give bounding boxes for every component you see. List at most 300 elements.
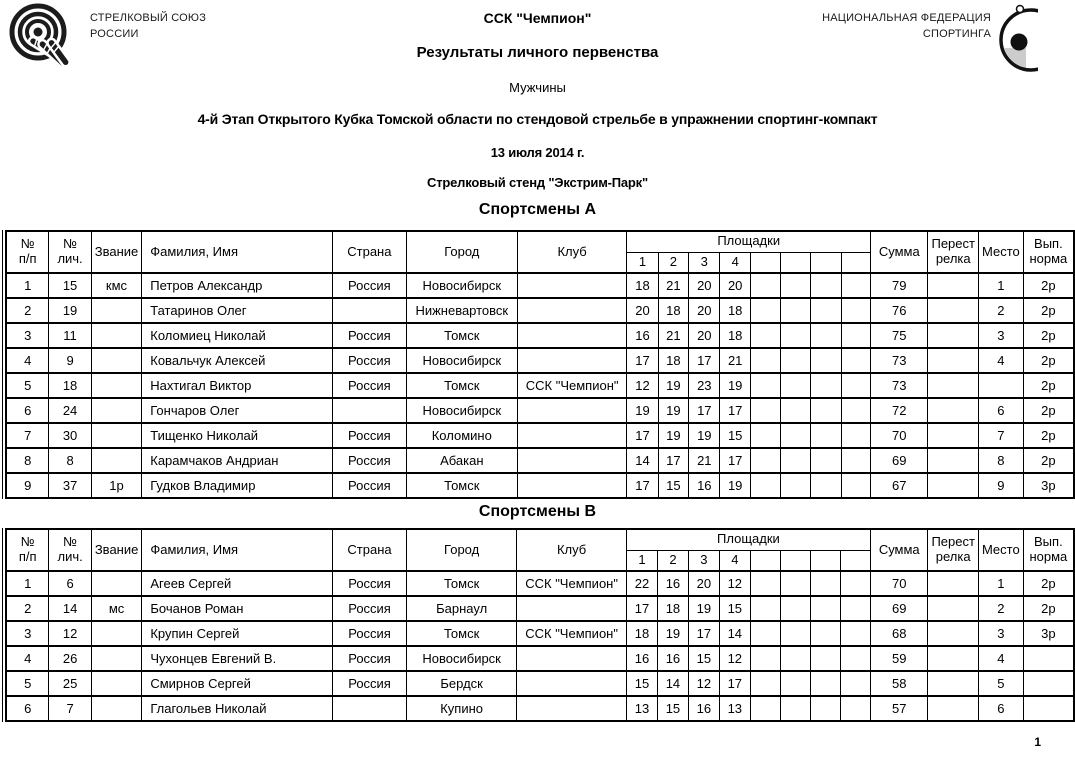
col-header-id: № лич.	[49, 231, 91, 273]
cell-city: Бердск	[406, 671, 517, 696]
cell-norm	[1023, 696, 1074, 721]
cell-sum: 75	[871, 323, 928, 348]
cell-platform-score-1: 18	[626, 621, 657, 646]
cell-sum: 73	[871, 348, 928, 373]
cell-platform-score-7	[810, 621, 841, 646]
cell-rank	[91, 448, 142, 473]
col-header-platform-8	[841, 550, 871, 571]
cell-country: Россия	[333, 273, 407, 298]
cell-platform-score-8	[841, 571, 871, 596]
cell-platform-score-6	[781, 423, 811, 448]
cell-country: Россия	[333, 373, 407, 398]
cell-platform-score-4: 17	[720, 448, 750, 473]
cell-platform-score-4: 19	[720, 373, 750, 398]
table-row	[6, 348, 1074, 373]
cell-sum: 69	[871, 596, 928, 621]
cell-name: Петров Александр	[142, 273, 333, 298]
cell-shootoff	[928, 348, 979, 373]
page-number: 1	[1034, 735, 1041, 749]
col-header-platform-8	[841, 252, 871, 273]
cell-platform-score-5	[750, 423, 781, 448]
cell-norm: 2р	[1023, 571, 1074, 596]
cell-platform-score-4: 19	[720, 473, 750, 498]
col-header-sum: Сумма	[871, 231, 928, 273]
cell-platform-score-5	[750, 671, 781, 696]
cell-shootoff	[928, 273, 979, 298]
cell-club	[517, 596, 626, 621]
cell-country: Россия	[333, 646, 407, 671]
cell-bib-number: 11	[49, 323, 91, 348]
cell-shootoff	[928, 571, 979, 596]
cell-sum: 72	[871, 398, 928, 423]
cell-bib-number: 24	[49, 398, 91, 423]
cell-sum: 79	[871, 273, 928, 298]
cell-country	[333, 398, 407, 423]
cell-sum: 57	[871, 696, 928, 721]
cell-shootoff	[928, 323, 979, 348]
cell-shootoff	[928, 423, 979, 448]
cell-platform-score-1: 16	[627, 323, 658, 348]
cell-platform-score-8	[841, 323, 871, 348]
cell-bib-number: 37	[49, 473, 91, 498]
cell-club	[517, 423, 626, 448]
col-header-platform-7	[810, 550, 841, 571]
col-header-platforms: Площадки	[626, 529, 870, 550]
table-row	[6, 646, 1074, 671]
cell-platform-score-4: 17	[720, 671, 750, 696]
document-title: Результаты личного первенства	[416, 44, 659, 61]
table-row	[6, 671, 1074, 696]
col-header-norm: Вып. норма	[1023, 231, 1074, 273]
col-header-norm: Вып. норма	[1023, 529, 1074, 571]
col-header-platform-6	[781, 252, 811, 273]
cell-platform-score-7	[811, 398, 842, 423]
table-row	[6, 298, 1074, 323]
cell-platform-score-5	[750, 621, 781, 646]
cell-city: Абакан	[406, 448, 517, 473]
cell-rank	[91, 696, 142, 721]
cell-norm: 2р	[1023, 423, 1074, 448]
club-title: ССК "Чемпион"	[483, 10, 592, 26]
cell-ordinal: 6	[6, 398, 49, 423]
col-header-country: Страна	[333, 231, 407, 273]
col-header-platform-1: 1	[627, 252, 658, 273]
cell-shootoff	[928, 596, 979, 621]
cell-platform-score-8	[841, 646, 871, 671]
table-row	[6, 596, 1074, 621]
cell-platform-score-8	[841, 596, 871, 621]
col-header-place: Место	[978, 231, 1023, 273]
cell-platform-score-6	[781, 448, 811, 473]
cell-country: Россия	[333, 348, 407, 373]
cell-rank	[91, 373, 142, 398]
cell-platform-score-7	[811, 373, 842, 398]
col-header-id: № лич.	[49, 529, 91, 571]
cell-place: 2	[978, 298, 1023, 323]
cell-platform-score-3: 20	[689, 323, 720, 348]
cell-platform-score-3: 20	[688, 571, 719, 596]
cell-club: ССК "Чемпион"	[517, 373, 626, 398]
cell-country: Россия	[333, 671, 407, 696]
cell-platform-score-2: 21	[658, 273, 688, 298]
cell-country: Россия	[333, 621, 407, 646]
col-header-city: Город	[406, 529, 517, 571]
cell-platform-score-3: 12	[688, 671, 719, 696]
col-header-platform-5	[750, 252, 781, 273]
cell-country: Россия	[333, 423, 407, 448]
col-header-platform-2: 2	[658, 550, 688, 571]
cell-rank	[91, 323, 142, 348]
cell-platform-score-4: 15	[720, 423, 750, 448]
cell-platform-score-3: 16	[689, 473, 720, 498]
cell-platform-score-5	[750, 448, 781, 473]
cell-rank: кмс	[91, 273, 142, 298]
cell-bib-number: 7	[49, 696, 91, 721]
cell-platform-score-7	[810, 696, 841, 721]
cell-shootoff	[928, 646, 979, 671]
cell-ordinal: 9	[6, 473, 49, 498]
cell-place	[978, 373, 1023, 398]
cell-country: Россия	[333, 571, 407, 596]
table-row	[6, 571, 1074, 596]
cell-norm: 2р	[1023, 448, 1074, 473]
cell-city: Барнаул	[406, 596, 517, 621]
col-header-rank: Звание	[91, 231, 142, 273]
cell-bib-number: 25	[49, 671, 91, 696]
cell-platform-score-2: 19	[658, 423, 688, 448]
cell-platform-score-3: 17	[689, 398, 720, 423]
cell-platform-score-6	[781, 696, 811, 721]
cell-place: 3	[978, 323, 1023, 348]
cell-name: Гончаров Олег	[142, 398, 333, 423]
cell-name: Агеев Сергей	[142, 571, 333, 596]
table-row	[6, 696, 1074, 721]
cell-country: Россия	[333, 473, 407, 498]
left-org-line1: СТРЕЛКОВЫЙ СОЮЗ	[90, 12, 207, 24]
cell-rank	[91, 423, 142, 448]
cell-place: 2	[978, 596, 1023, 621]
cell-platform-score-1: 14	[627, 448, 658, 473]
cell-platform-score-1: 22	[626, 571, 657, 596]
cell-platform-score-2: 19	[658, 398, 688, 423]
col-header-platform-5	[750, 550, 781, 571]
cell-platform-score-7	[811, 348, 842, 373]
col-header-platform-1: 1	[626, 550, 657, 571]
section-b-title: Спортсмены В	[478, 503, 597, 520]
cell-rank: 1р	[91, 473, 142, 498]
cell-ordinal: 5	[6, 671, 49, 696]
cell-club	[517, 348, 626, 373]
col-header-club: Клуб	[517, 231, 626, 273]
col-header-platform-3: 3	[689, 252, 720, 273]
cell-sum: 58	[871, 671, 928, 696]
cell-shootoff	[928, 298, 979, 323]
cell-club	[517, 448, 626, 473]
cell-shootoff	[928, 621, 979, 646]
cell-bib-number: 26	[49, 646, 91, 671]
cell-platform-score-6	[781, 298, 811, 323]
cell-platform-score-1: 15	[626, 671, 657, 696]
cell-rank	[91, 646, 142, 671]
right-org-line1: НАЦИОНАЛЬНАЯ ФЕДЕРАЦИЯ	[822, 12, 991, 24]
table-row	[6, 398, 1074, 423]
cell-ordinal: 3	[6, 621, 49, 646]
cell-platform-score-4: 18	[720, 298, 750, 323]
cell-sum: 70	[871, 571, 928, 596]
cell-sum: 76	[871, 298, 928, 323]
cell-platform-score-1: 17	[627, 348, 658, 373]
cell-norm	[1023, 671, 1074, 696]
cell-platform-score-4: 20	[720, 273, 750, 298]
cell-place: 1	[978, 571, 1023, 596]
cell-platform-score-5	[750, 373, 781, 398]
cell-sum: 70	[871, 423, 928, 448]
cell-platform-score-1: 19	[627, 398, 658, 423]
cell-platform-score-7	[811, 273, 842, 298]
cell-platform-score-8	[841, 671, 871, 696]
cell-platform-score-8	[841, 373, 871, 398]
cell-platform-score-7	[810, 671, 841, 696]
col-header-platform-3: 3	[688, 550, 719, 571]
cell-platform-score-3: 15	[688, 646, 719, 671]
cell-platform-score-6	[781, 596, 811, 621]
cell-ordinal: 1	[6, 571, 49, 596]
cell-name: Чухонцев Евгений В.	[142, 646, 333, 671]
cell-place: 5	[978, 671, 1023, 696]
cell-name: Крупин Сергей	[142, 621, 333, 646]
cell-shootoff	[928, 373, 979, 398]
cell-platform-score-3: 20	[689, 298, 720, 323]
cell-bib-number: 30	[49, 423, 91, 448]
cell-platform-score-2: 18	[658, 596, 688, 621]
cell-city: Новосибирск	[406, 646, 517, 671]
right-org-line2: СПОРТИНГА	[922, 27, 991, 40]
cell-city: Томск	[406, 373, 517, 398]
cell-ordinal: 3	[6, 323, 49, 348]
cell-club	[517, 473, 626, 498]
col-header-club: Клуб	[517, 529, 626, 571]
cell-rank	[91, 348, 142, 373]
cell-norm: 3р	[1023, 621, 1074, 646]
cell-platform-score-8	[841, 423, 871, 448]
cell-platform-score-4: 12	[720, 571, 750, 596]
cell-bib-number: 14	[49, 596, 91, 621]
cell-name: Нахтигал Виктор	[142, 373, 333, 398]
cell-platform-score-2: 18	[658, 298, 688, 323]
event-title: 4-й Этап Открытого Кубка Томской области по стендовой стрельбе в упражнении спортинг-компакт	[197, 111, 878, 127]
cell-platform-score-5	[750, 596, 781, 621]
col-header-name: Фамилия, Имя	[142, 231, 333, 273]
cell-platform-score-8	[841, 696, 871, 721]
col-header-name: Фамилия, Имя	[142, 529, 333, 571]
cell-platform-score-7	[811, 448, 842, 473]
cell-platform-score-2: 15	[658, 696, 688, 721]
cell-norm: 2р	[1023, 323, 1074, 348]
cell-platform-score-8	[841, 448, 871, 473]
cell-platform-score-8	[841, 298, 871, 323]
cell-platform-score-5	[750, 646, 781, 671]
cell-platform-score-6	[781, 571, 811, 596]
cell-place: 3	[978, 621, 1023, 646]
cell-name: Ковальчук Алексей	[142, 348, 333, 373]
cell-platform-score-4: 21	[720, 348, 750, 373]
cell-place: 9	[978, 473, 1023, 498]
cell-norm	[1023, 646, 1074, 671]
cell-platform-score-2: 19	[658, 621, 688, 646]
table-row	[6, 621, 1074, 646]
cell-sum: 73	[871, 373, 928, 398]
cell-platform-score-3: 20	[689, 273, 720, 298]
cell-platform-score-3: 19	[688, 596, 719, 621]
cell-platform-score-5	[750, 473, 781, 498]
cell-shootoff	[928, 671, 979, 696]
cell-platform-score-4: 13	[720, 696, 750, 721]
cell-platform-score-3: 23	[689, 373, 720, 398]
cell-norm: 2р	[1023, 298, 1074, 323]
cell-platform-score-7	[811, 473, 842, 498]
cell-rank	[91, 298, 142, 323]
cell-bib-number: 15	[49, 273, 91, 298]
cell-ordinal: 2	[6, 298, 49, 323]
col-header-platform-4: 4	[720, 550, 750, 571]
venue-title: Стрелковый стенд "Экстрим-Парк"	[427, 175, 648, 190]
cell-platform-score-8	[841, 621, 871, 646]
cell-club: ССК "Чемпион"	[517, 621, 626, 646]
cell-platform-score-8	[841, 273, 871, 298]
cell-ordinal: 8	[6, 448, 49, 473]
cell-country: Россия	[333, 596, 407, 621]
cell-place: 6	[978, 398, 1023, 423]
cell-platform-score-8	[841, 398, 871, 423]
col-header-platform-7	[811, 252, 842, 273]
cell-city: Коломино	[406, 423, 517, 448]
results-table-b-wrap	[2, 528, 1075, 722]
cell-ordinal: 4	[6, 646, 49, 671]
cell-club: ССК "Чемпион"	[517, 571, 626, 596]
cell-name: Бочанов Роман	[142, 596, 333, 621]
cell-norm: 2р	[1023, 348, 1074, 373]
col-header-country: Страна	[333, 529, 407, 571]
results-table-b	[5, 528, 1075, 722]
cell-club	[517, 273, 626, 298]
cell-city: Томск	[406, 571, 517, 596]
cell-club	[517, 298, 626, 323]
cell-platform-score-5	[750, 273, 781, 298]
cell-platform-score-7	[810, 646, 841, 671]
cell-name: Глагольев Николай	[142, 696, 333, 721]
cell-platform-score-5	[750, 398, 781, 423]
table-row	[6, 423, 1074, 448]
cell-place: 4	[978, 348, 1023, 373]
cell-norm: 2р	[1023, 596, 1074, 621]
col-header-platform-6	[781, 550, 811, 571]
cell-name: Тищенко Николай	[142, 423, 333, 448]
table-row	[6, 473, 1074, 498]
cell-platform-score-6	[781, 671, 811, 696]
cell-bib-number: 8	[49, 448, 91, 473]
cell-bib-number: 6	[49, 571, 91, 596]
cell-club	[517, 671, 626, 696]
cell-club	[517, 398, 626, 423]
cell-club	[517, 646, 626, 671]
cell-platform-score-1: 17	[627, 423, 658, 448]
cell-platform-score-6	[781, 646, 811, 671]
cell-country	[333, 298, 407, 323]
cell-ordinal: 2	[6, 596, 49, 621]
cell-ordinal: 6	[6, 696, 49, 721]
cell-platform-score-5	[750, 348, 781, 373]
cell-place: 6	[978, 696, 1023, 721]
cell-platform-score-3: 21	[689, 448, 720, 473]
col-header-platform-2: 2	[658, 252, 688, 273]
col-header-shootoff: Перест релка	[928, 529, 979, 571]
cell-platform-score-4: 17	[720, 398, 750, 423]
cell-norm: 3р	[1023, 473, 1074, 498]
cell-rank: мс	[91, 596, 142, 621]
cell-platform-score-1: 12	[627, 373, 658, 398]
cell-rank	[91, 671, 142, 696]
cell-platform-score-1: 20	[627, 298, 658, 323]
cell-platform-score-6	[781, 473, 811, 498]
col-header-platform-4: 4	[720, 252, 750, 273]
cell-sum: 68	[871, 621, 928, 646]
cell-platform-score-6	[781, 323, 811, 348]
cell-shootoff	[928, 398, 979, 423]
cell-city: Томск	[406, 473, 517, 498]
cell-city: Новосибирск	[406, 398, 517, 423]
cell-platform-score-6	[781, 621, 811, 646]
left-org-line2: РОССИИ	[90, 27, 139, 40]
cell-platform-score-5	[750, 298, 781, 323]
cell-platform-score-2: 21	[658, 323, 688, 348]
cell-platform-score-4: 14	[720, 621, 750, 646]
cell-name: Татаринов Олег	[142, 298, 333, 323]
cell-city: Новосибирск	[406, 273, 517, 298]
results-table-a-wrap	[2, 230, 1075, 499]
cell-platform-score-5	[750, 696, 781, 721]
cell-platform-score-5	[750, 323, 781, 348]
cell-shootoff	[928, 448, 979, 473]
col-header-place: Место	[978, 529, 1023, 571]
cell-country	[333, 696, 407, 721]
cell-platform-score-1: 18	[627, 273, 658, 298]
cell-club	[517, 323, 626, 348]
cell-country: Россия	[333, 448, 407, 473]
cell-name: Карамчаков Андриан	[142, 448, 333, 473]
cell-platform-score-7	[810, 571, 841, 596]
cell-ordinal: 7	[6, 423, 49, 448]
event-date: 13 июля 2014 г.	[490, 145, 585, 160]
cell-city: Томск	[406, 621, 517, 646]
table-row	[6, 373, 1074, 398]
cell-platform-score-2: 16	[658, 571, 688, 596]
cell-club	[517, 696, 626, 721]
cell-platform-score-6	[781, 398, 811, 423]
cell-city: Томск	[406, 323, 517, 348]
cell-platform-score-2: 19	[658, 373, 688, 398]
cell-platform-score-4: 12	[720, 646, 750, 671]
col-header-rank: Звание	[91, 529, 142, 571]
cell-bib-number: 19	[49, 298, 91, 323]
cell-platform-score-1: 16	[626, 646, 657, 671]
cell-platform-score-6	[781, 348, 811, 373]
col-header-shootoff: Перест релка	[928, 231, 979, 273]
cell-ordinal: 4	[6, 348, 49, 373]
table-row	[6, 448, 1074, 473]
cell-name: Коломиец Николай	[142, 323, 333, 348]
cell-platform-score-7	[811, 423, 842, 448]
cell-norm: 2р	[1023, 398, 1074, 423]
